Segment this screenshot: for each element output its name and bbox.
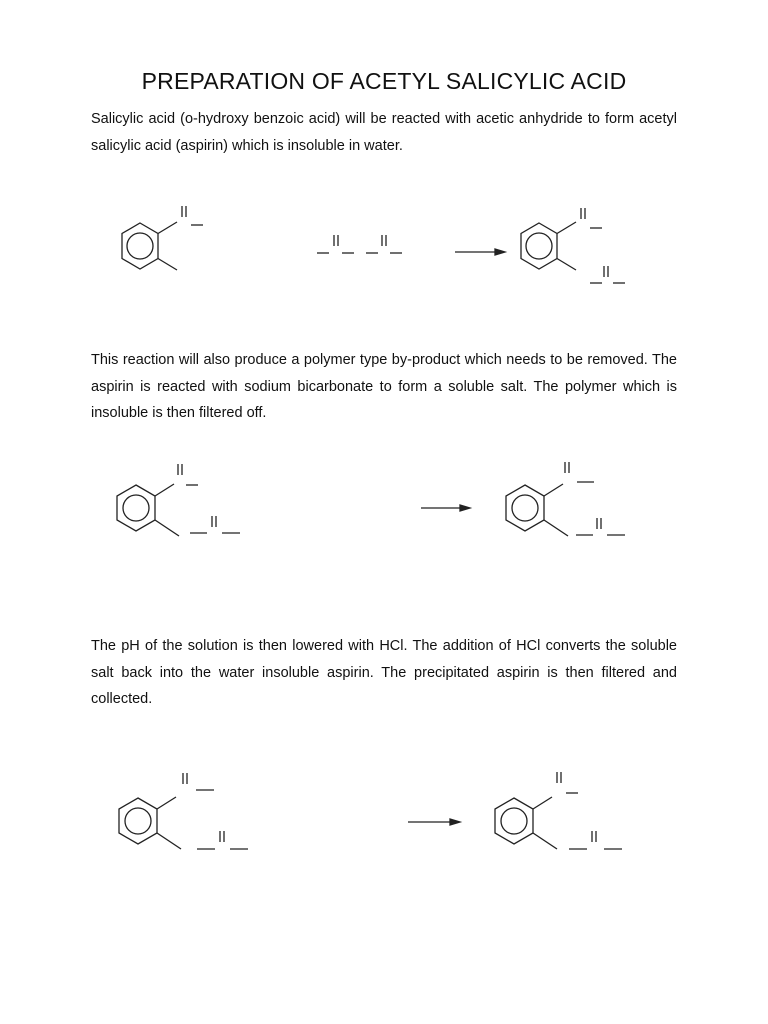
reaction-arrow [455, 249, 505, 255]
reaction-arrow [421, 505, 470, 511]
paragraph-byproduct: This reaction will also produce a polymer type by-product which needs to be removed. The aspirin is reacted with sodium bicarbonate to form a soluble salt. The polymer which is insoluble is then filtered off. [91, 352, 677, 421]
acetyl-salicylic-acid-structure [521, 208, 625, 283]
page-title: PREPARATION OF ACETYL SALICYLIC ACID [141, 68, 627, 94]
reaction-2-scheme [0, 455, 768, 555]
soluble-salt-structure [506, 462, 625, 536]
soluble-salt-structure [119, 773, 248, 849]
paragraph-acidification: The pH of the solution is then lowered with HCl. The addition of HCl converts the soluble salt back into the water insoluble aspirin. The precipitated aspirin is then filtered and collected. [91, 638, 677, 707]
acetyl-salicylic-acid-structure [117, 464, 240, 536]
acetic-anhydride-structure [317, 235, 402, 253]
salicylic-acid-structure [122, 206, 203, 270]
reaction-1-scheme [0, 190, 768, 300]
reaction-arrow [408, 819, 460, 825]
acetyl-salicylic-acid-structure [495, 772, 622, 849]
paragraph-intro: Salicylic acid (o-hydroxy benzoic acid) will be reacted with acetic anhydride to form acetyl salicylic acid (aspirin) which is insoluble in water. [91, 111, 677, 154]
reaction-3-scheme [0, 765, 768, 865]
